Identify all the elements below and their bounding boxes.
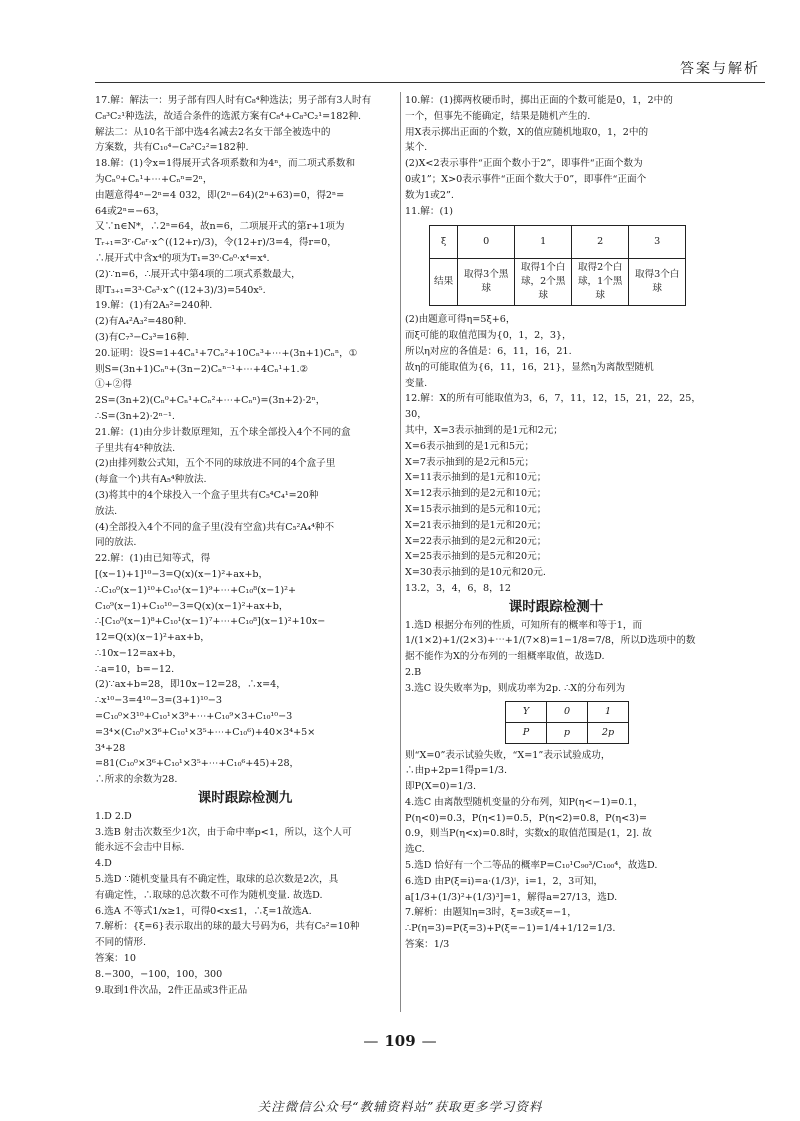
left-answers-block	[95, 93, 395, 788]
answer-line: ∴P(η=3)=P(ξ=3)+P(ξ=−1)=1/4+1/12=1/3.	[405, 923, 616, 935]
answer-line: ∴S=(3n+2)·2ⁿ⁻¹.	[95, 410, 175, 422]
column-divider	[400, 92, 401, 1012]
answer-line: 1.选D 根据分布列的性质，可知所有的概率和等于1，而	[405, 619, 643, 631]
table-row	[506, 722, 629, 743]
answer-line: 方案数，共有C₁₀⁴−C₈²C₂²=182种.	[95, 142, 249, 154]
table-cell: 1	[515, 226, 572, 259]
table-row	[506, 701, 629, 722]
section-title-ten: 课时跟踪检测十	[508, 598, 604, 615]
answer-line: 答案：10	[95, 953, 136, 965]
answer-line: ∴10x−12=ax+b，	[95, 647, 182, 659]
answer-line: 则S=(3n+1)Cₙⁿ+(3n−2)Cₙⁿ⁻¹+⋯+4Cₙ¹+1.②	[95, 363, 309, 375]
answer-line: [(x−1)+1]¹⁰−3=Q(x)(x−1)²+ax+b，	[95, 568, 269, 580]
xi-result-table	[429, 225, 686, 306]
answer-line: 0.9，则当P(η<x)=0.8时，实数x的取值范围是(1，2]. 故	[405, 828, 652, 840]
answer-line: 12.解：X的所有可能取值为3，6，7，11，12，15，21，22，25，30，	[405, 393, 701, 421]
table-cell: 结果	[430, 259, 458, 306]
answer-line: 即T₃₊₁=3³·C₆³·x^((12+3)/3)=540x⁵.	[95, 284, 266, 296]
answer-line: 由题意得4ⁿ−2ⁿ=4 032，即(2ⁿ−64)(2ⁿ+63)=0，得2ⁿ=	[95, 189, 345, 201]
answer-line: 4.D	[95, 858, 112, 870]
answer-line: 6.选A 不等式1/x≥1，可得0<x≤1，∴ξ=1故选A.	[95, 905, 312, 917]
answer-line: 1/(1×2)+1/(2×3)+⋯+1/(7×8)=1−1/8=7/8，所以D选项中的数	[405, 635, 696, 647]
table-cell: 取得2个白球，1个黑球	[572, 259, 629, 306]
answer-line: C₁₀⁹(x−1)+C₁₀¹⁰−3=Q(x)(x−1)²+ax+b，	[95, 600, 289, 612]
table-row	[430, 259, 686, 306]
answer-line: ∴展开式中含x⁴的项为T₁=3⁰·C₆⁰·x⁴=x⁴.	[95, 252, 270, 264]
answer-line: (2)∵ax+b=28，即10x−12=28，∴x=4，	[95, 679, 286, 691]
answer-line: 1.D 2.D	[95, 810, 132, 822]
table-cell: 0	[547, 701, 588, 722]
table-cell: 0	[458, 226, 515, 259]
answer-line: (2)由题意可得η=5ξ+6，	[405, 314, 516, 326]
answer-line: 5.选D 恰好有一个二等品的概率P=C₁₀¹C₉₀³/C₁₀₀⁴，故选D.	[405, 860, 658, 872]
answer-line: 2.B	[405, 666, 422, 678]
answer-line: 7.解析：{ξ=6}表示取出的球的最大号码为6，共有C₅²=10种	[95, 921, 360, 933]
answer-line: 据不能作为X的分布列的一组概率取值，故选D.	[405, 651, 605, 663]
answer-line: 又∵n∈N*，∴2ⁿ=64，故n=6，二项展开式的第r+1项为	[95, 221, 345, 233]
answer-line: C₈³C₂¹种选法，故适合条件的选派方案有C₈⁴+C₈³C₂¹=182种.	[95, 110, 362, 122]
answer-line: a[1/3+(1/3)²+(1/3)³]=1，解得a=27/13，选D.	[405, 891, 618, 903]
answer-line: (每盒一个)共有A₅⁴种放法.	[95, 474, 207, 486]
left-answers-nine	[95, 809, 395, 999]
answer-line: 其中，X=3表示抽到的是1元和2元；	[405, 424, 563, 436]
answer-line: ∴由p+2p=1得p=1/3.	[405, 765, 508, 777]
answer-line: 同的放法.	[95, 537, 137, 549]
answer-line: 答案：1/3	[405, 939, 450, 951]
answer-line: 10.解：(1)掷两枚硬币时，掷出正面的个数可能是0，1，2中的	[405, 95, 673, 106]
answer-line: (2)由排列数公式知，五个不同的球放进不同的4个盒子里	[95, 458, 336, 470]
answer-line: 能永远不会击中目标.	[95, 842, 185, 854]
answer-line: ∴[C₁₀⁰(x−1)⁸+C₁₀¹(x−1)⁷+⋯+C₁₀⁸](x−1)²+10x−	[95, 616, 326, 628]
answer-line: 故η的可能取值为{6，11，16，21}，显然η为离散型随机	[405, 361, 654, 373]
table-row	[430, 226, 686, 259]
answer-line: 18.解：(1)令x=1得展开式各项系数和为4ⁿ，而二项式系数和	[95, 158, 356, 170]
table-cell: ξ	[430, 226, 458, 259]
answer-line: ①+②得	[95, 379, 132, 391]
answer-line: P(η<0)=0.3，P(η<1)=0.5，P(η<2)=0.8，P(η<3)=	[405, 812, 648, 824]
answer-line: 4.选C 由离散型随机变量的分布列，知P(η<−1)=0.1，	[405, 796, 644, 808]
answer-line: (2)X<2表示事件“正面个数小于2”，即事件“正面个数为	[405, 158, 643, 170]
table-cell: 取得1个白球，2个黑球	[515, 259, 572, 306]
table-cell: p	[547, 722, 588, 743]
answer-line: 一个，但事先不能确定，结果是随机产生的.	[405, 110, 591, 122]
answer-line: 所以η对应的各值是：6，11，16，21.	[405, 345, 572, 357]
answer-line: 3⁴+28	[95, 742, 126, 754]
answer-line: (4)全部投入4个不同的盒子里(没有空盒)共有C₅²A₄⁴种不	[95, 521, 335, 533]
answer-line: X=12表示抽到的是2元和10元；	[405, 488, 547, 500]
header-title: 答案与解析	[680, 61, 760, 77]
table-cell: Y	[506, 701, 547, 722]
answer-line: 为Cₙ⁰+Cₙ¹+⋯+Cₙⁿ=2ⁿ，	[95, 173, 213, 185]
answer-line: X=11表示抽到的是1元和10元；	[405, 472, 547, 484]
answer-line: 放法.	[95, 505, 118, 517]
answer-line: 22.解：(1)由已知等式，得	[95, 553, 211, 565]
answer-line: X=21表示抽到的是1元和20元；	[405, 519, 547, 531]
answer-line: 选C.	[405, 844, 425, 856]
answer-line: =3⁴×(C₁₀⁰×3⁶+C₁₀¹×3⁵+⋯+C₁₀⁶)+40×3⁴+5×	[95, 726, 316, 738]
right-answers-ten-1	[405, 618, 707, 697]
answer-line: 3.选C 设失败率为p，则成功率为2p. ∴X的分布列为	[405, 682, 626, 694]
answer-line: 即P(X=0)=1/3.	[405, 781, 477, 793]
answer-line: Tᵣ₊₁=3ʳ·C₆ʳ·x^((12+r)/3)，令(12+r)/3=4，得r=0，	[95, 237, 337, 249]
answer-line: X=25表示抽到的是5元和20元；	[405, 551, 547, 563]
answer-line: (3)有C₇³−C₃³=16种.	[95, 331, 190, 343]
answer-line: 2S=(3n+2)(Cₙ⁰+Cₙ¹+Cₙ²+⋯+Cₙⁿ)=(3n+2)·2ⁿ，	[95, 395, 326, 407]
answer-line: ∴所求的余数为28.	[95, 774, 178, 786]
answer-line: 20.证明：设S=1+4Cₙ¹+7Cₙ²+10Cₙ³+⋯+(3n+1)Cₙⁿ，①	[95, 347, 358, 359]
answer-line: 6.选D 由P(ξ=i)=a·(1/3)ⁱ，i=1，2，3可知，	[405, 875, 604, 887]
answer-line: 7.解析：由题知η=3时，ξ=3或ξ=−1，	[405, 907, 577, 919]
answer-line: (3)将其中的4个球投入一个盒子里共有C₅⁴C₄¹=20种	[95, 489, 319, 501]
table-cell: 3	[629, 226, 686, 259]
answer-line: X=15表示抽到的是5元和10元；	[405, 503, 547, 515]
answer-line: 13.2，3，4，6，8，12	[405, 582, 511, 594]
right-answers-ten-2	[405, 748, 707, 953]
answer-line: X=7表示抽到的是2元和5元；	[405, 456, 535, 468]
answer-line: 变量.	[405, 377, 428, 389]
answer-line: 而ξ可能的取值范围为{0，1，2，3}，	[405, 330, 572, 342]
right-answers-block-1	[405, 93, 707, 219]
answer-line: 某个.	[405, 142, 428, 154]
answer-line: 17.解：解法一：男子部有四人时有C₈⁴种选法；男子部有3人时有	[95, 95, 372, 106]
footer-note: 关注微信公众号“教辅资料站”获取更多学习资料	[257, 1099, 543, 1114]
answer-line: 解法二：从10名干部中选4名减去2名女干部全被选中的	[95, 126, 331, 138]
answer-line: 则“X=0”表示试验失败，“X=1”表示试验成功，	[405, 749, 611, 761]
answer-line: 数为1或2”.	[405, 189, 454, 201]
answer-line: ∴x¹⁰−3=4¹⁰−3=(3+1)¹⁰−3	[95, 695, 222, 707]
answer-line: 0或1”；X>0表示事件“正面个数大于0”，即事件“正面个	[405, 173, 647, 185]
answer-line: 12=Q(x)(x−1)²+ax+b，	[95, 632, 210, 644]
answer-line: (2)有A₄²A₃²=480种.	[95, 316, 187, 328]
answer-line: 8.−300，−100，100，300	[95, 968, 223, 980]
answer-line: X=30表示抽到的是10元和20元.	[405, 567, 546, 579]
table-cell: 2	[572, 226, 629, 259]
answer-line: X=22表示抽到的是2元和20元；	[405, 535, 547, 547]
answer-line: ∴C₁₀⁰(x−1)¹⁰+C₁₀¹(x−1)⁹+⋯+C₁₀⁸(x−1)²+	[95, 584, 296, 596]
header-rule	[95, 82, 765, 83]
section-title-nine: 课时跟踪检测九	[197, 790, 293, 807]
answer-line: 不同的情形.	[95, 937, 147, 949]
right-column	[405, 93, 707, 953]
right-answers-block-2	[405, 312, 707, 596]
answer-line: 21.解：(1)由分步计数原理知，五个球全部投入4个不同的盒	[95, 426, 351, 438]
table-cell: 取得3个白球	[629, 259, 686, 306]
left-column	[95, 93, 395, 998]
answer-line: 3.选B 射击次数至少1次，由于命中率p<1，所以，这个人可	[95, 826, 352, 838]
table-cell: 1	[588, 701, 629, 722]
answer-line: 11.解：(1)	[405, 205, 454, 217]
distribution-table	[505, 701, 629, 744]
answer-line: (2)∵n=6，∴展开式中第4项的二项式系数最大，	[95, 268, 301, 280]
table-cell: 2p	[588, 722, 629, 743]
answer-line: 64或2ⁿ=−63，	[95, 205, 165, 217]
answer-line: 5.选D ∵随机变量具有不确定性，取球的总次数是2次，具	[95, 874, 339, 886]
answer-line: =C₁₀⁰×3¹⁰+C₁₀¹×3⁹+⋯+C₁₀⁹×3+C₁₀¹⁰−3	[95, 711, 293, 723]
answer-line: 9.取到1件次品，2件正品或3件正品	[95, 984, 248, 996]
page-number: — 109 —	[363, 1032, 437, 1050]
answer-line: 子里共有4⁵种放法.	[95, 442, 176, 454]
answer-line: X=6表示抽到的是1元和5元；	[405, 440, 535, 452]
answer-line: ∴a=10，b=−12.	[95, 663, 175, 675]
answer-line: =81(C₁₀⁰×3⁶+C₁₀¹×3⁵+⋯+C₁₀⁶+45)+28，	[95, 758, 300, 770]
table-cell: P	[506, 722, 547, 743]
table-cell: 取得3个黑球	[458, 259, 515, 306]
answer-line: 用X表示掷出正面的个数，X的值应随机地取0，1，2中的	[405, 126, 649, 138]
answer-line: 19.解：(1)有2A₅²=240种.	[95, 300, 213, 312]
answer-line: 有确定性，∴取球的总次数不可作为随机变量. 故选D.	[95, 889, 323, 901]
page-number-text: 109	[384, 1032, 416, 1050]
